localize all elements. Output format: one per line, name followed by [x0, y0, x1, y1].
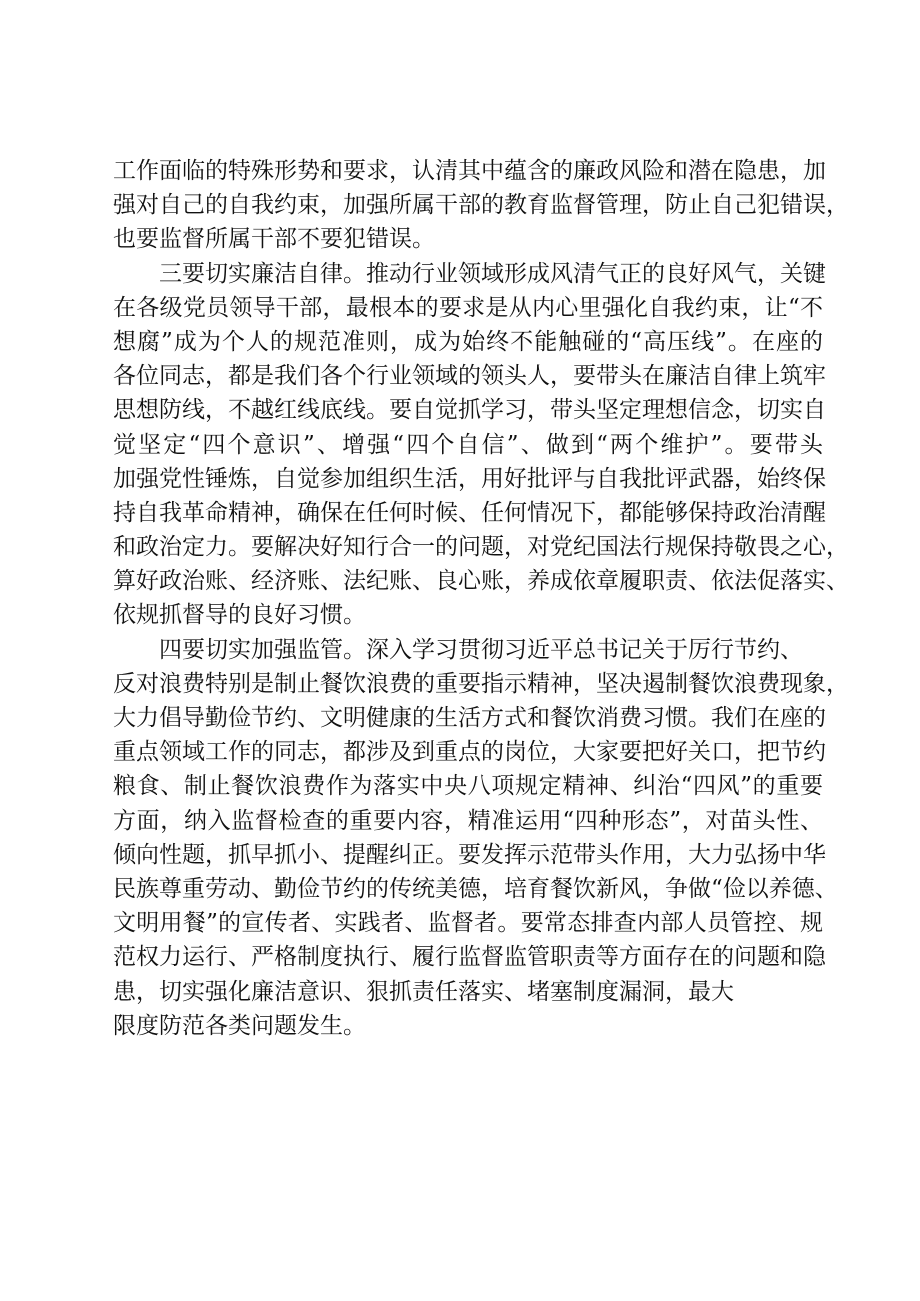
text-line: 方面，纳入监督检查的重要内容，精准运用“四种形态”，对苗头性、: [113, 807, 823, 834]
text-line: 觉坚定“四个意识”、增强“四个自信”、做到“两个维护”。要带头: [113, 431, 823, 458]
text-line: 四要切实加强监管。深入学习贯彻习近平总书记关于厉行节约、: [159, 636, 803, 663]
text-line: 倾向性题，抓早抓小、提醒纠正。要发挥示范带头作用，大力弘扬中华: [113, 841, 826, 868]
text-line: 文明用餐”的宣传者、实践者、监督者。要常态排查内部人员管控、规: [113, 910, 823, 937]
paragraph-point-four: [113, 633, 849, 1043]
text-line: 和政治定力。要解决好知行合一的问题，对党纪国法行规保持敬畏之心，: [113, 534, 849, 561]
paragraph-continuation: [113, 154, 849, 257]
text-line: 也要监督所属干部不要犯错误。: [113, 226, 435, 253]
text-line: 在各级党员领导干部，最根本的要求是从内心里强化自我约束，让“不: [113, 294, 823, 321]
paragraph-point-three: [113, 257, 849, 633]
text-line: 粮食、制止餐饮浪费作为落实中央八项规定精神、纠治“四风”的重要: [113, 773, 823, 800]
text-line: 大力倡导勤俭节约、文明健康的生活方式和餐饮消费习惯。我们在座的: [113, 705, 826, 731]
text-line: 范权力运行、严格制度执行、履行监督监管职责等方面存在的问题和隐: [113, 944, 826, 971]
text-line: 依规抓督导的良好习惯。: [113, 602, 366, 629]
text-line: 强对自己的自我约束，加强所属干部的教育监督管理，防止自己犯错误，: [113, 192, 849, 219]
text-line: 反对浪费特别是制止餐饮浪费的重要指示精神，坚决遏制餐饮浪费现象，: [113, 670, 849, 697]
text-line: 加强党性锤炼，自觉参加组织生活，用好批评与自我批评武器，始终保: [113, 465, 826, 492]
text-line: 思想防线，不越红线底线。要自觉抓学习，带头坚定理想信念，切实自: [113, 397, 826, 424]
text-line: 重点领域工作的同志，都涉及到重点的岗位，大家要把好关口，把节约: [113, 739, 826, 766]
document-body: [113, 154, 849, 1043]
text-line: 民族尊重劳动、勤俭节约的传统美德，培育餐饮新风，争做“俭以养德、: [113, 875, 838, 902]
text-line: 限度防范各类问题发生。: [113, 1012, 366, 1039]
text-line: 三要切实廉洁自律。推动行业领域形成风清气正的良好风气，关键: [159, 260, 826, 287]
text-line: 持自我革命精神，确保在任何时候、任何情况下，都能够保持政治清醒: [113, 499, 826, 526]
text-line: 各位同志，都是我们各个行业领域的领头人，要带头在廉洁自律上筑牢: [113, 363, 826, 390]
text-line: 想腐”成为个人的规范准则，成为始终不能触碰的“高压线”。在座的: [113, 328, 823, 355]
text-line: 患，切实强化廉洁意识、狠抓责任落实、堵塞制度漏洞，最大: [113, 978, 734, 1005]
text-line: 工作面临的特殊形势和要求，认清其中蕴含的廉政风险和潜在隐患，加: [113, 158, 826, 184]
text-line: 算好政治账、经济账、法纪账、良心账，养成依章履职责、依法促落实、: [113, 568, 849, 595]
